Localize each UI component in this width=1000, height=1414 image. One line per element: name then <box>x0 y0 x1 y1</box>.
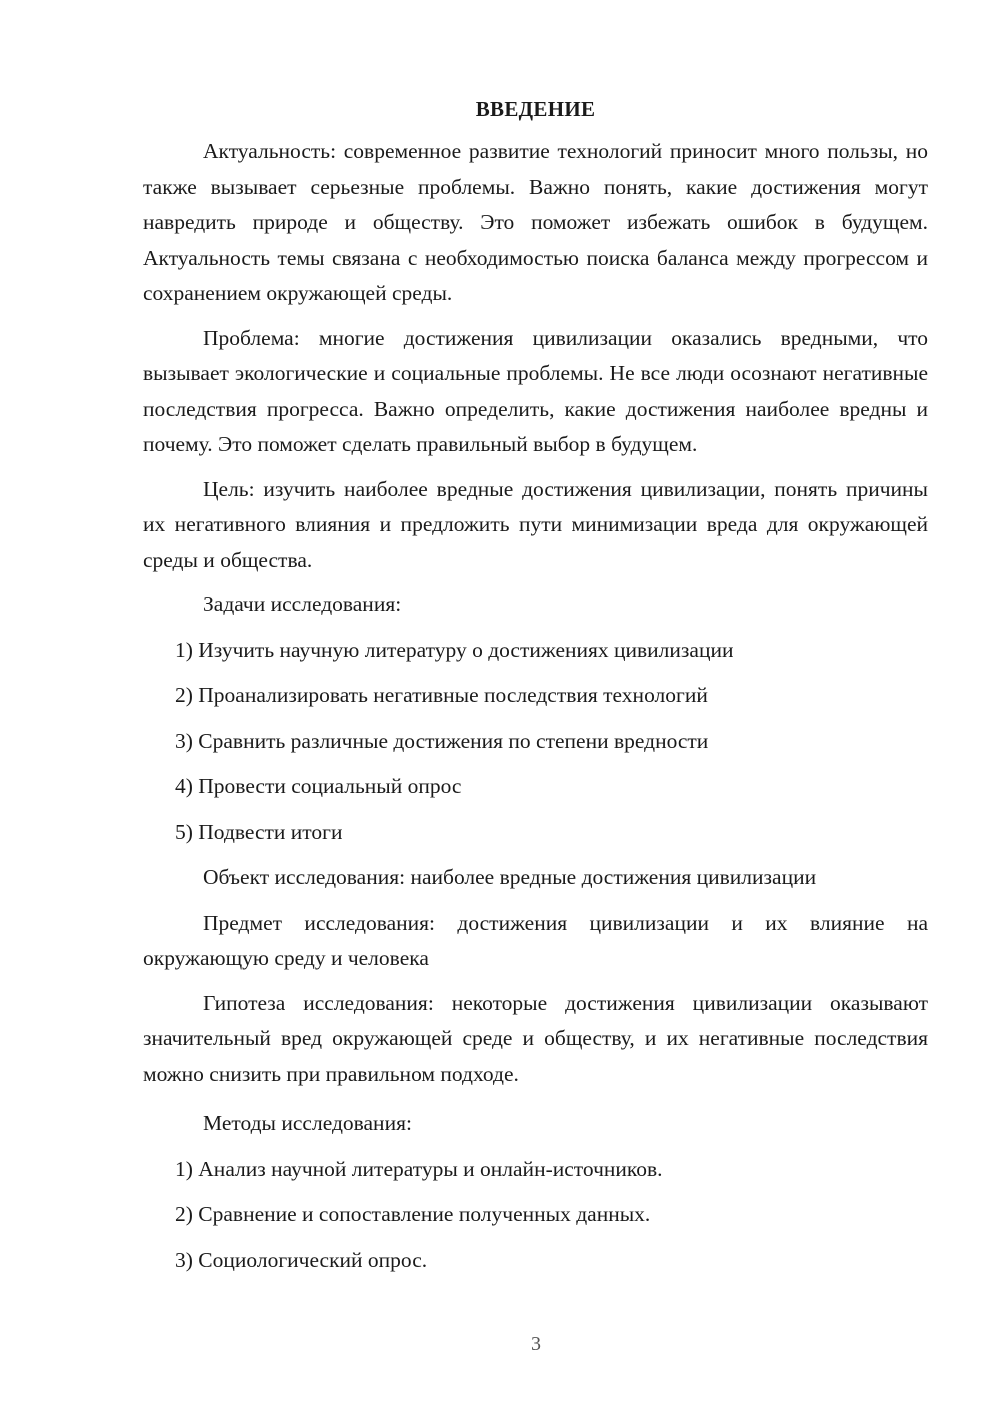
list-item: 3) Сравнить различные достижения по степени вредности <box>175 728 709 753</box>
tasks-heading: Задачи исследования: <box>203 592 402 616</box>
hypothesis-paragraph: Гипотеза исследования: некоторые достижения цивилизации оказывают значительный вред окружающей среде и обществу, и их негативные последствия можно снизить при правильном подходе. <box>143 990 928 1086</box>
section-title: ВВЕДЕНИЕ <box>475 97 596 121</box>
list-item: 3) Социологический опрос. <box>175 1247 428 1272</box>
list-item: 4) Провести социальный опрос <box>175 774 462 798</box>
list-item: 2) Сравнение и сопоставление полученных данных. <box>175 1202 651 1226</box>
page-number: 3 <box>531 1333 541 1355</box>
goal-paragraph: Цель: изучить наиболее вредные достижения цивилизации, понять причины их негативного влияния и предложить пути минимизации вреда для окружающей среды и общества. <box>143 476 928 572</box>
methods-list <box>143 1152 928 1279</box>
relevance-paragraph: Актуальность: современное развитие технологий приносит много пользы, но также вызывает серьезные проблемы. Важно понять, какие достижения могут навредить природе и обществу. Это поможет избежать ошибок в будущем. Актуальность темы связана с необходимостью поиска баланса между прогрессом и сохранением окружающей среды. <box>143 139 928 305</box>
tasks-list <box>143 633 928 851</box>
list-item: 5) Подвести итоги <box>175 819 343 844</box>
object-paragraph: Объект исследования: наиболее вредные достижения цивилизации <box>203 865 817 889</box>
list-item: 1) Анализ научной литературы и онлайн-источников. <box>175 1156 663 1181</box>
methods-heading: Методы исследования: <box>203 1111 412 1135</box>
document-page <box>143 97 928 1288</box>
list-item: 1) Изучить научную литературу о достижениях цивилизации <box>175 637 734 662</box>
subject-paragraph: Предмет исследования: достижения цивилизации и их влияние на окружающую среду и человека <box>143 910 928 970</box>
problem-paragraph: Проблема: многие достижения цивилизации оказались вредными, что вызывает экологические и социальные проблемы. Не все люди осознают негативные последствия прогресса. Важно определить, какие достижения наиболее вредны и почему. Это поможет сделать правильный выбор в будущем. <box>143 325 928 456</box>
list-item: 2) Проанализировать негативные последствия технологий <box>175 683 708 707</box>
